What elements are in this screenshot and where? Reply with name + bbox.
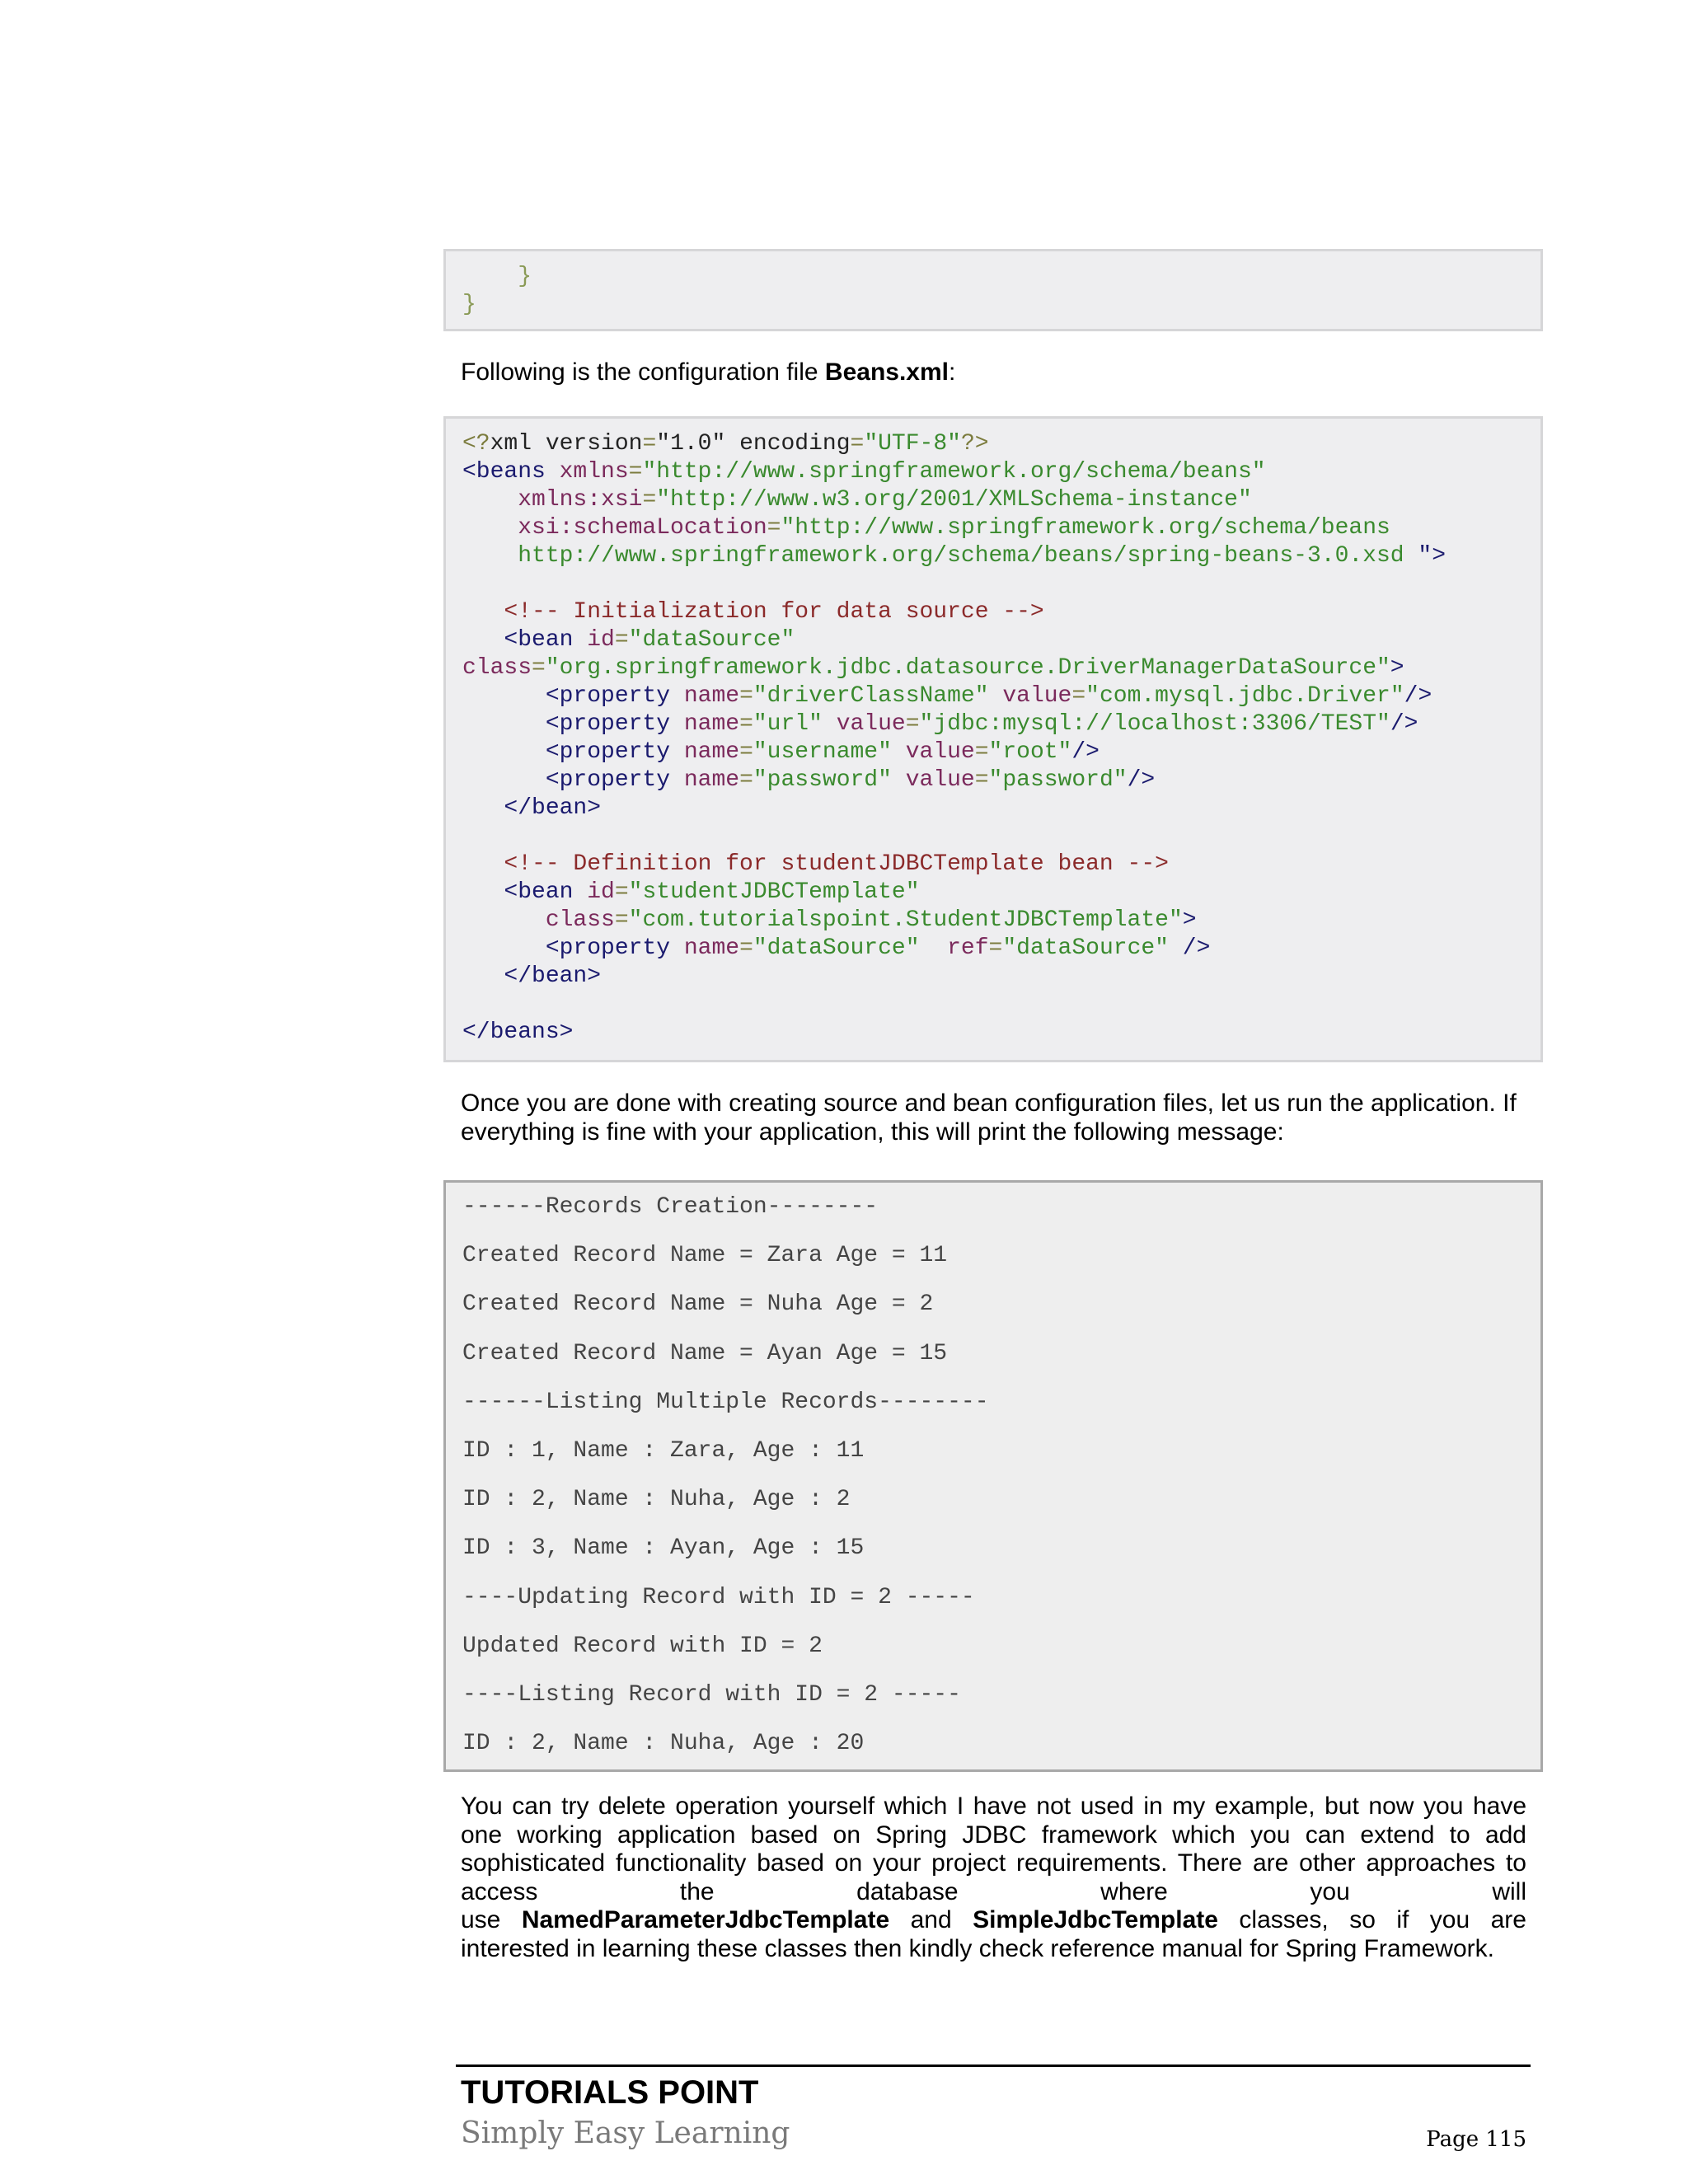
output-line: Created Record Name = Nuha Age = 2 — [462, 1291, 934, 1318]
footer-brand-subtitle: Simply Easy Learning — [461, 2116, 790, 2150]
beans-xml-filename: Beans.xml — [824, 359, 949, 386]
footer-divider — [456, 2064, 1531, 2067]
console-output-block — [443, 1180, 1543, 1772]
paragraph-line: sophisticated functionality based on your project requirements. There are other approaches to — [461, 1849, 1526, 1877]
code-line: </beans> — [462, 1019, 574, 1045]
intro-tail: : — [948, 359, 956, 386]
code-block-beans-xml — [443, 416, 1543, 1062]
code-line: <beans xmlns="http://www.springframework.org/schema/beans" — [462, 459, 1266, 485]
page-number: Page 115 — [1426, 2127, 1526, 2152]
paragraph-line: access the database where you will — [461, 1877, 1526, 1905]
simple-jdbc-template: SimpleJdbcTemplate — [973, 1906, 1218, 1933]
output-line: ----Listing Record with ID = 2 ----- — [462, 1681, 961, 1708]
output-line: ------Records Creation-------- — [462, 1194, 879, 1220]
code-line: http://www.springframework.org/schema/beans/spring-beans-3.0.xsd "> — [462, 543, 1446, 569]
code-line: xmlns:xsi="http://www.w3.org/2001/XMLSchema-instance" — [462, 487, 1252, 513]
code-line: class="org.springframework.jdbc.datasource.DriverManagerDataSource"> — [462, 655, 1404, 681]
code-line: } — [462, 292, 476, 317]
closing-paragraph — [461, 1793, 1526, 1963]
code-line: <property name="dataSource" ref="dataSource" /> — [462, 935, 1211, 961]
output-line: ------Listing Multiple Records-------- — [462, 1389, 989, 1415]
intro-paragraph — [461, 359, 1526, 387]
code-line-blank — [462, 823, 1540, 851]
paragraph-line: use NamedParameterJdbcTemplate and SimpleJdbcTemplate classes, so if you are — [461, 1906, 1526, 1933]
output-line: ID : 2, Name : Nuha, Age : 2 — [462, 1487, 851, 1513]
output-line: ----Updating Record with ID = 2 ----- — [462, 1584, 975, 1610]
footer-brand-title: TUTORIALS POINT — [461, 2074, 759, 2111]
output-line: Created Record Name = Zara Age = 11 — [462, 1243, 948, 1269]
code-line-blank — [462, 570, 1540, 598]
output-line: ID : 2, Name : Nuha, Age : 20 — [462, 1731, 865, 1757]
code-line: <property name="url" value="jdbc:mysql://localhost:3306/TEST"/> — [462, 711, 1418, 737]
code-line: } — [462, 264, 532, 289]
code-line: </bean> — [462, 795, 602, 821]
code-line: <?xml version="1.0" encoding="UTF-8"?> — [462, 431, 989, 457]
named-parameter-jdbc-template: NamedParameterJdbcTemplate — [521, 1906, 890, 1933]
code-comment: <!-- Initialization for data source --> — [462, 599, 1044, 625]
code-comment: <!-- Definition for studentJDBCTemplate bean --> — [462, 851, 1169, 877]
output-line: Updated Record with ID = 2 — [462, 1633, 823, 1659]
output-line: Created Record Name = Ayan Age = 15 — [462, 1340, 948, 1366]
intro-text: Following is the configuration file — [461, 359, 825, 386]
code-line: xsi:schemaLocation="http://www.springframework.org/schema/beans — [462, 515, 1390, 541]
run-instructions-paragraph: Once you are done with creating source and bean configuration files, let us run the application. If everything is fine with your application, this will print the following message: — [461, 1090, 1517, 1146]
paragraph-line: You can try delete operation yourself which I have not used in my example, but now you have — [461, 1793, 1526, 1820]
code-line: <bean id="studentJDBCTemplate" — [462, 879, 920, 905]
code-line-blank — [462, 991, 1540, 1019]
code-block-java-end — [443, 249, 1543, 331]
code-line: <property name="username" value="root"/> — [462, 739, 1100, 765]
code-line: </bean> — [462, 963, 602, 989]
code-line: <bean id="dataSource" — [462, 627, 795, 653]
code-line: <property name="password" value="password"/> — [462, 767, 1156, 793]
paragraph-line: one working application based on Spring JDBC framework which you can extend to add — [461, 1821, 1526, 1849]
output-line: ID : 1, Name : Zara, Age : 11 — [462, 1437, 865, 1464]
code-line: <property name="driverClassName" value="com.mysql.jdbc.Driver"/> — [462, 683, 1432, 709]
paragraph-line: interested in learning these classes then kindly check reference manual for Spring Framework. — [461, 1934, 1494, 1962]
code-line: class="com.tutorialspoint.StudentJDBCTemplate"> — [462, 907, 1197, 933]
output-line: ID : 3, Name : Ayan, Age : 15 — [462, 1535, 865, 1562]
